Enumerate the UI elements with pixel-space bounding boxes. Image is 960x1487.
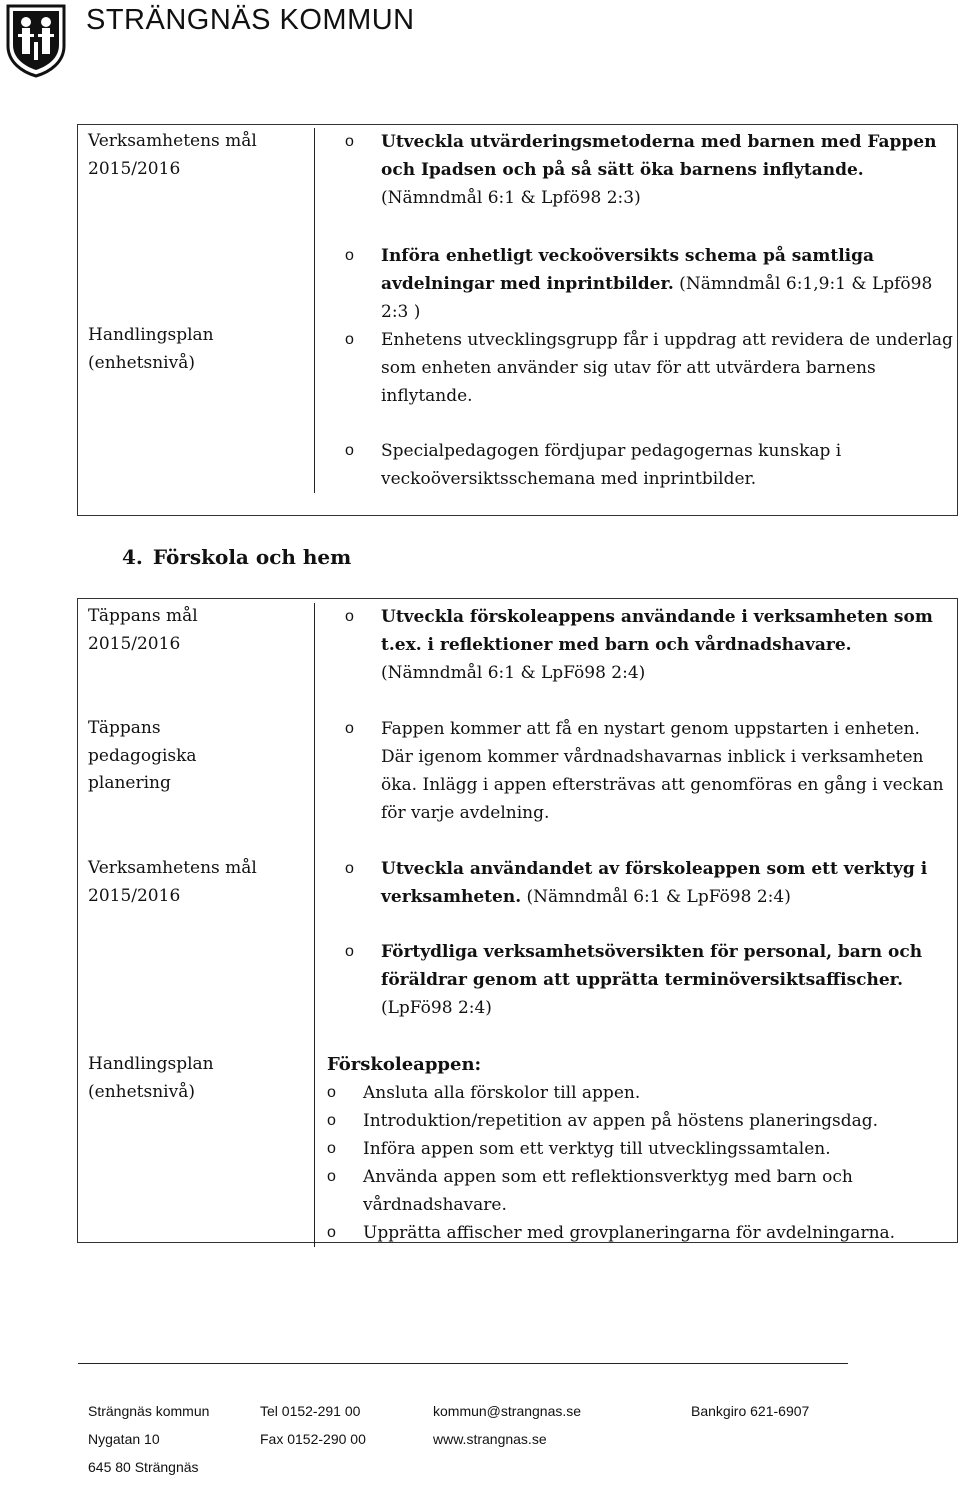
label-line: Handlingsplan	[88, 1054, 214, 1074]
item-text: (Nämndmål 6:1 & LpFö98 2:4)	[521, 887, 791, 907]
list-item	[309, 1107, 957, 1135]
row-content	[315, 603, 958, 715]
section-number: 4.	[122, 545, 143, 569]
bullet-icon: o	[345, 943, 354, 960]
footer-contact	[433, 1403, 581, 1459]
subheading: Förskoleappen:	[327, 1054, 482, 1075]
item-text: (LpFö98 2:4)	[381, 998, 492, 1018]
item-text: Introduktion/repetition av appen på höstens planeringsdag.	[363, 1111, 879, 1131]
bullet-icon: o	[345, 247, 354, 264]
footer-line: Tel 0152-291 00	[260, 1403, 361, 1419]
label-line: Handlingsplan	[88, 325, 214, 345]
item-bold-text: Förtydliga verksamhetsöversikten för personal, barn och föräldrar genom att upprätta terminöversiktsaffischer.	[381, 942, 923, 990]
table-row	[77, 855, 957, 1051]
footer-line: Bankgiro 621-6907	[691, 1403, 810, 1419]
item-text: (Nämndmål 6:1,9:1 & Lpfö98 2:3 )	[381, 274, 933, 322]
list-item	[327, 326, 957, 410]
list-item	[309, 1219, 957, 1247]
footer-email-link[interactable]: kommun@strangnas.se	[433, 1403, 582, 1419]
item-text: (Nämndmål 6:1 & Lpfö98 2:3)	[381, 188, 641, 208]
bullet-icon: o	[327, 1224, 336, 1241]
bullet-icon: o	[345, 442, 354, 459]
footer-line: Nygatan 10	[88, 1431, 160, 1447]
bullet-icon: o	[327, 1168, 336, 1185]
item-text: Enhetens utvecklingsgrupp får i uppdrag att revidera de underlag som enheten använder sig utav för att utvärdera barnens inflytande.	[381, 330, 953, 406]
footer-line: Fax 0152-290 00	[260, 1431, 366, 1447]
item-text: (Nämndmål 6:1 & LpFö98 2:4)	[381, 663, 646, 683]
row-content	[315, 1051, 958, 1247]
list-item	[327, 855, 957, 911]
row-label	[77, 234, 315, 493]
label-line: Verksamhetens mål	[88, 131, 257, 151]
label-line: (enhetsnivå)	[88, 1081, 195, 1102]
bullet-icon: o	[327, 1140, 336, 1157]
bullet-icon: o	[345, 331, 354, 348]
list-item	[327, 938, 957, 1022]
table-row	[77, 234, 957, 493]
footer-divider	[78, 1363, 848, 1364]
label-line: (enhetsnivå)	[88, 352, 195, 373]
row-label	[77, 603, 315, 715]
footer-website-link[interactable]: www.strangnas.se	[433, 1431, 547, 1447]
item-text: Fappen kommer att få en nystart genom uppstarten i enheten. Där igenom kommer vårdnadshavarnas inblick i verksamheten öka. Inlägg i appen eftersträvas att genomföras en gång i veckan för varje avdelning.	[381, 719, 944, 823]
list-item	[327, 603, 957, 687]
list-item	[309, 1135, 957, 1163]
footer-bank	[691, 1403, 809, 1431]
list-item	[327, 437, 957, 493]
label-line: 2015/2016	[88, 158, 181, 179]
item-bold-text: Utveckla användandet av förskoleappen som ett verktyg i verksamheten.	[381, 859, 928, 907]
table-row	[77, 128, 957, 234]
item-text: Använda appen som ett reflektionsverktyg med barn och vårdnadshavare.	[363, 1167, 853, 1215]
item-bold-text: Utveckla utvärderingsmetoderna med barnen med Fappen och Ipadsen och på så sätt öka barnens inflytande.	[381, 132, 937, 180]
goals-table-2	[77, 603, 957, 1247]
bullet-icon: o	[345, 720, 354, 737]
section-heading	[122, 545, 351, 569]
list-item	[309, 1079, 957, 1107]
brand-name: STRÄNGNÄS KOMMUN	[86, 4, 415, 36]
table-row	[77, 603, 957, 715]
label-line: Täppans mål	[88, 606, 198, 626]
row-label	[77, 715, 315, 855]
bullet-icon: o	[327, 1084, 336, 1101]
footer-address	[88, 1403, 209, 1487]
bullet-icon: o	[345, 133, 354, 150]
item-text: Upprätta affischer med grovplaneringarna för avdelningarna.	[363, 1223, 896, 1243]
list-item	[309, 1163, 957, 1219]
label-line: pedagogiska	[88, 745, 197, 766]
row-content	[315, 855, 958, 1051]
row-label	[77, 128, 315, 234]
row-label	[77, 1051, 315, 1247]
item-text: Ansluta alla förskolor till appen.	[363, 1083, 641, 1103]
footer-phone	[260, 1403, 366, 1459]
list-item	[327, 128, 957, 212]
row-label	[77, 855, 315, 1051]
item-text: Införa appen som ett verktyg till utvecklingssamtalen.	[363, 1139, 831, 1159]
coat-of-arms-icon	[4, 2, 68, 78]
label-line: planering	[88, 773, 171, 793]
row-content	[315, 128, 958, 234]
label-line: 2015/2016	[88, 633, 181, 654]
label-line: Verksamhetens mål	[88, 858, 257, 878]
footer-line: 645 80 Strängnäs	[88, 1459, 199, 1475]
label-line: 2015/2016	[88, 885, 181, 906]
item-text: Specialpedagogen fördjupar pedagogernas kunskap i veckoöversiktsschemana med inprintbilder.	[381, 441, 842, 489]
row-content	[315, 715, 958, 855]
item-bold-text: Utveckla förskoleappens användande i verksamheten som t.ex. i reflektioner med barn och vårdnadshavare.	[381, 607, 933, 655]
label-line: Täppans	[88, 718, 161, 738]
row-content	[315, 234, 958, 493]
bullet-icon: o	[327, 1112, 336, 1129]
table-row	[77, 1051, 957, 1247]
footer-line: Strängnäs kommun	[88, 1403, 210, 1419]
bullet-icon: o	[345, 608, 354, 625]
section-title: Förskola och hem	[152, 545, 352, 569]
goals-table-1	[77, 128, 957, 493]
list-item	[327, 715, 957, 827]
table-row	[77, 715, 957, 855]
list-item	[327, 242, 957, 326]
bullet-icon: o	[345, 860, 354, 877]
item-bold-text: Införa enhetligt veckoöversikts schema på samtliga avdelningar med inprintbilder.	[381, 246, 875, 294]
